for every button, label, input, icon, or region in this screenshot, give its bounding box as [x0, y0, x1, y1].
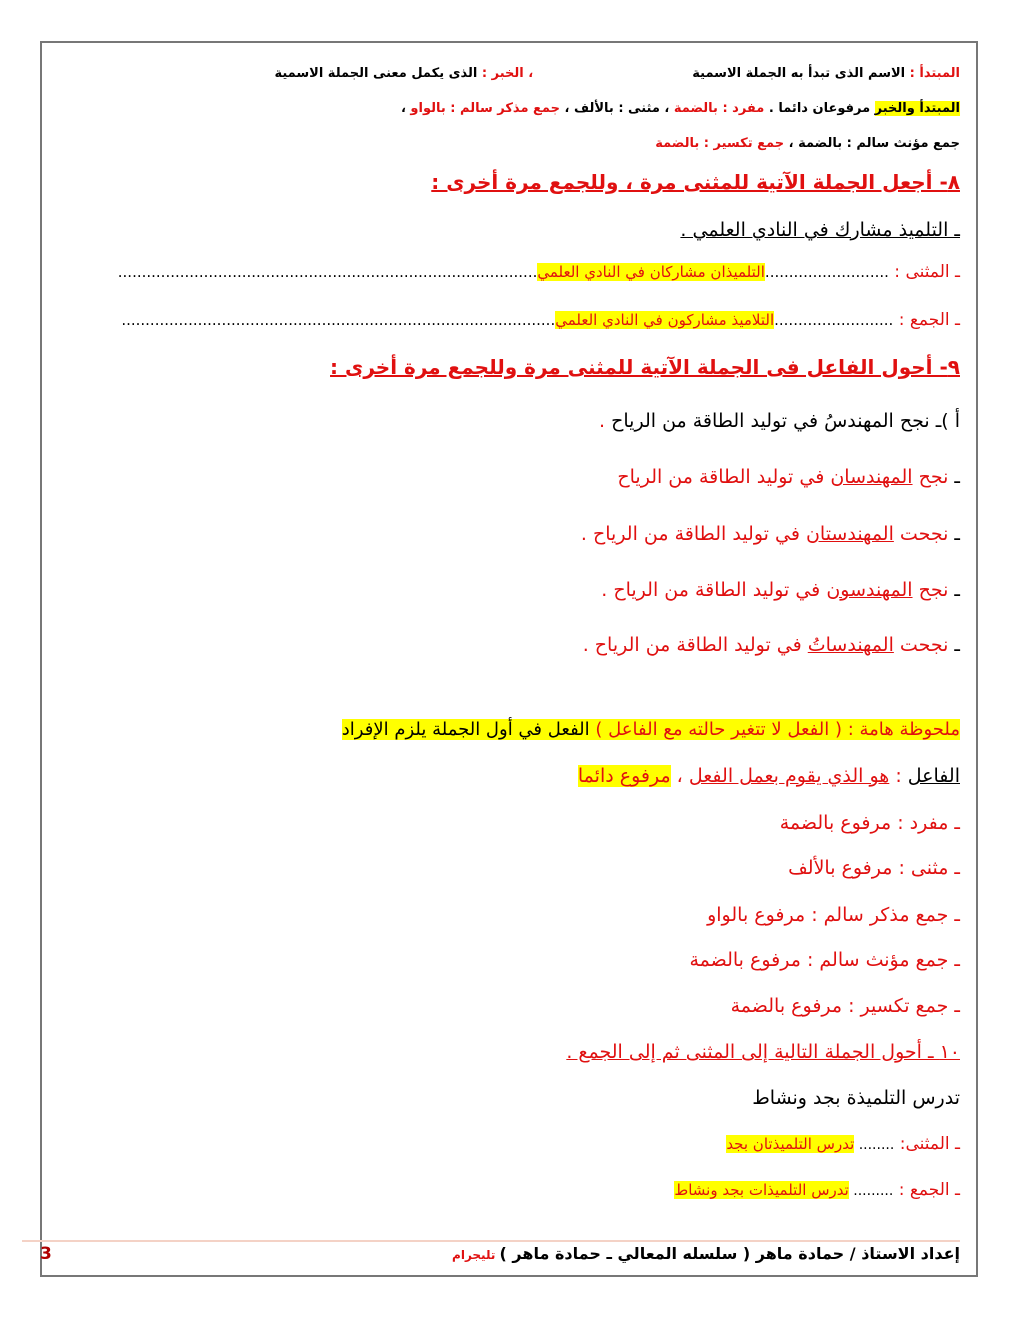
- mubtada-definition: الاسم الذى تبدأ به الجملة الاسمية: [692, 66, 910, 81]
- verb: نجحت: [893, 523, 949, 545]
- subject: المهندساتُ: [807, 634, 894, 656]
- fail-label: الفاعل: [907, 765, 960, 787]
- separator: ،: [659, 101, 674, 116]
- important-note: [342, 719, 960, 740]
- q10-dual-line: [726, 1134, 960, 1154]
- q9-heading: ٩- أحول الفاعل فى الجملة الآتية للمثنى مرة وللجمع مرة أخرى :: [330, 355, 960, 379]
- dots-leader: ........: [854, 1137, 895, 1153]
- fail-definition-line: [578, 765, 960, 787]
- q10-sentence: تدرس التلميذة بجد ونشاط: [752, 1087, 960, 1109]
- q9-sentence: أ )ـ نجح المهندسُ في توليد الطاقة من الرياح: [605, 410, 960, 432]
- q10-plural-label: ـ الجمع :: [893, 1180, 960, 1200]
- rest: في توليد الطاقة من الرياح: [617, 466, 831, 488]
- muannath-label: جمع مؤنث سالم :: [846, 136, 960, 151]
- footer-telegram: تليجرام: [452, 1248, 500, 1262]
- footer-author: إعداد الاستاذ / حمادة ماهر ( سلسله المعالي ـ حمادة ماهر ): [499, 1244, 960, 1263]
- muthanna-rule: : بالألف: [573, 101, 629, 116]
- fail-rule-mufrad: ـ مفرد : مرفوع بالضمة: [779, 812, 960, 834]
- q8-dual-answer: التلميذان مشاركان في النادي العلمي: [537, 263, 765, 281]
- muthanna-label: مثنى: [628, 101, 660, 116]
- fail-rule-jamm-muannath: ـ جمع مؤنث سالم : مرفوع بالضمة: [689, 949, 960, 971]
- fail-always-marfu: مرفوع دائما: [577, 765, 671, 787]
- q10-heading: ١٠ ـ أحول الجملة التالية إلى المثنى ثم إلى الجمع .: [566, 1041, 960, 1063]
- footer-rule: [22, 1240, 960, 1242]
- q8-dual-label: ـ المثنى :: [888, 262, 960, 282]
- subject: المهندستان: [805, 523, 894, 545]
- muannath-rule: بالضمة: [798, 136, 847, 151]
- fail-rule-taksir: ـ جمع تكسير : مرفوع بالضمة: [730, 995, 960, 1017]
- q8-plural-line: [121, 310, 960, 330]
- verb: نجح: [912, 466, 949, 488]
- note-line-2: [401, 101, 960, 116]
- note-rule: الفعل في أول الجملة يلزم الإفراد: [341, 719, 596, 740]
- dash: ـ: [948, 466, 960, 488]
- q10-plural-answer: تدرس التلميذات بجد ونشاط: [674, 1181, 849, 1199]
- dots-leader: ........................................................................................: [117, 263, 538, 281]
- fail-rule-jamm-mudhakkar: ـ جمع مذكر سالم : مرفوع بالواو: [707, 904, 960, 926]
- dots-leader: .........: [848, 1183, 894, 1199]
- subject: المهندسان: [830, 466, 913, 488]
- q8-heading: ٨- أجعل الجملة الآتية للمثنى مرة ، وللجمع مرة أخرى :: [431, 170, 960, 194]
- q9-answer-3: [601, 579, 960, 601]
- subject: المهندسون: [826, 579, 913, 601]
- taksir-label: جمع تكسير :: [703, 136, 785, 151]
- rest: في توليد الطاقة من الرياح .: [580, 523, 806, 545]
- note-label: ملحوظة هامة :: [842, 719, 960, 740]
- dash: ـ: [948, 634, 960, 656]
- footer-credit: [452, 1244, 960, 1263]
- khabar-definition: الذى يكمل معنى الجملة الاسمية: [274, 66, 482, 81]
- q9-answer-2: [581, 523, 960, 545]
- separator: ،: [670, 765, 689, 787]
- q9-part-a: [599, 410, 960, 432]
- separator: ،: [400, 101, 411, 116]
- verb: نجح: [912, 579, 949, 601]
- mufrad-rule: مفرد : بالضمة: [673, 101, 769, 116]
- raf-statement: مرفوعان دائما .: [768, 101, 875, 116]
- rest: في توليد الطاقة من الرياح .: [601, 579, 827, 601]
- fail-definition: هو الذي يقوم بعمل الفعل: [688, 765, 890, 787]
- dots-leader: ...........................................................................................: [121, 311, 556, 329]
- q8-plural-label: ـ الجمع :: [893, 310, 960, 330]
- dots-leader: ..........................: [764, 263, 889, 281]
- dots-leader: .........................: [774, 311, 894, 329]
- mubtada-khabar-label: المبتدأ والخبر: [874, 101, 960, 116]
- separator: ،: [559, 101, 574, 116]
- note-line-3: [655, 136, 960, 151]
- q10-dual-label: ـ المثنى:: [894, 1134, 960, 1154]
- q9-sentence-dot: .: [599, 410, 606, 432]
- rest: في توليد الطاقة من الرياح .: [582, 634, 808, 656]
- dash: ـ: [948, 523, 960, 545]
- fail-rule-muthanna: ـ مثنى : مرفوع بالألف: [788, 857, 960, 879]
- q8-dual-line: [118, 262, 960, 282]
- q10-plural-line: [674, 1180, 960, 1200]
- colon: :: [889, 765, 908, 787]
- q10-dual-answer: تدرس التلميذتان بجد: [726, 1135, 855, 1153]
- q8-plural-answer: التلاميذ مشاركون في النادي العلمي: [555, 311, 775, 329]
- separator: ،: [784, 136, 799, 151]
- page-number: 3: [40, 1244, 52, 1264]
- mubtada-label: المبتدأ :: [909, 66, 960, 81]
- jamm-label: جمع مذكر سالم: [460, 101, 560, 116]
- note-line-1: [274, 66, 960, 81]
- verb: نجحت: [893, 634, 949, 656]
- q9-answer-1: [617, 466, 960, 488]
- khabar-label: ، الخبر :: [481, 66, 534, 81]
- jamm-rule: : بالواو: [410, 101, 461, 116]
- dash: ـ: [948, 579, 960, 601]
- q9-answer-4: [583, 634, 960, 656]
- note-parenthetical: ( الفعل لا تتغير حالته مع الفاعل ): [595, 719, 842, 740]
- q8-sentence: ـ التلميذ مشارك في النادي العلمي .: [680, 219, 960, 241]
- taksir-rule: بالضمة: [655, 136, 704, 151]
